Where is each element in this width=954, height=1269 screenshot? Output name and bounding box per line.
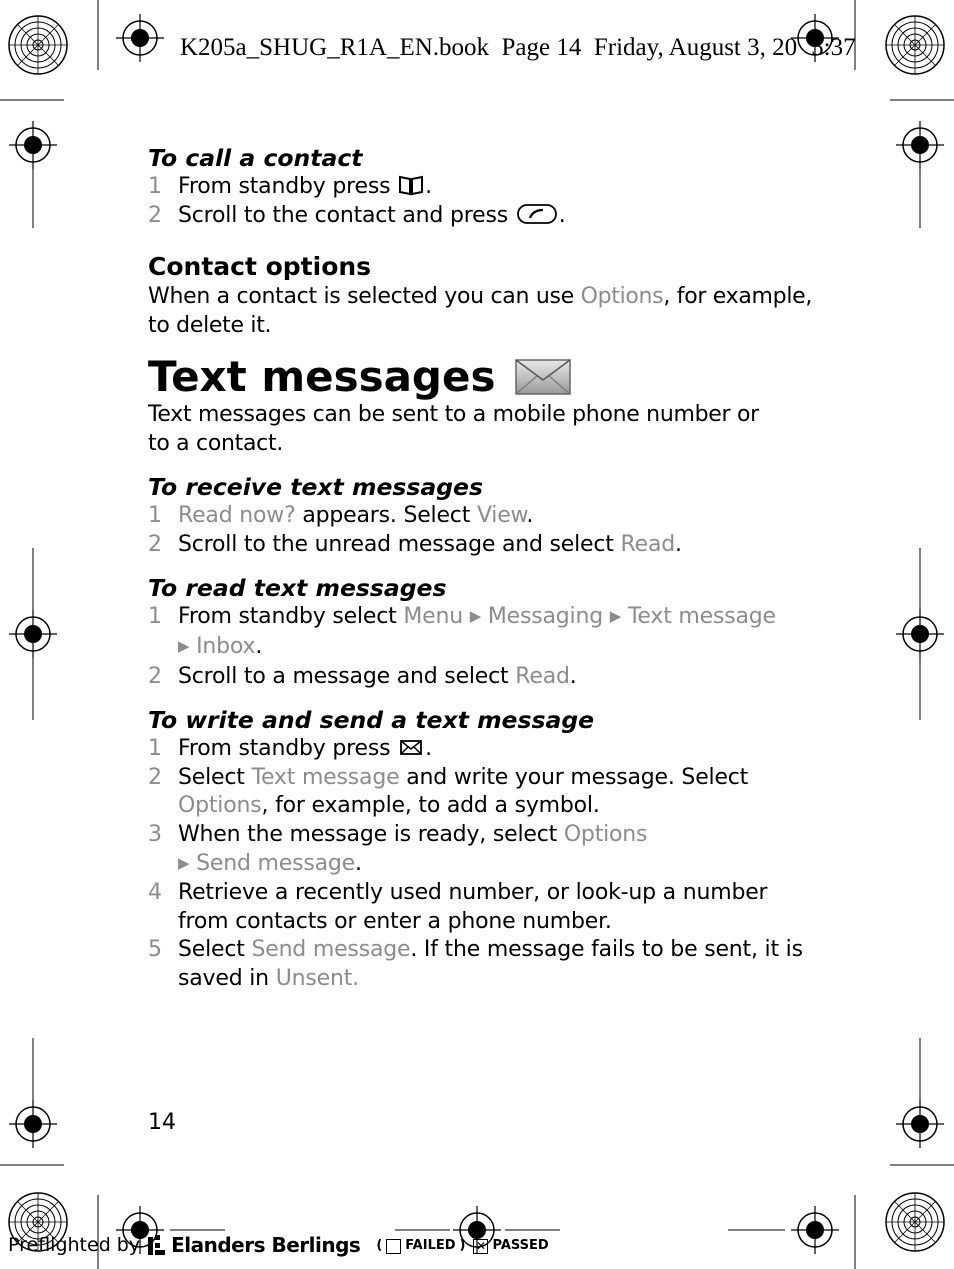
phonebook-key-icon [397, 174, 425, 196]
starburst-mark-top-left [9, 16, 67, 74]
step: 1 From standby press . [148, 736, 432, 762]
step: 2 Scroll to a message and select Read. [148, 663, 577, 689]
chapter-heading-text-messages: Text messages [148, 354, 813, 400]
preflight-footer: Preflighted by Elanders Berlings ( FAILED ) ✕ PASSED [8, 1233, 549, 1257]
slug-text: K205a_SHUG_R1A_EN.book Page 14 Friday, August 3, 20 [180, 34, 798, 61]
company-name: Elanders Berlings [171, 1233, 361, 1257]
step: 2 Scroll to the contact and press . [148, 202, 566, 228]
step: 2 Select Text message and write your message. Select Options, for example, to add a symbol. [148, 764, 749, 819]
contact-options-paragraph: When a contact is selected you can use Options, for example, to delete it. [148, 284, 813, 339]
step: 2 Scroll to the unread message and select Read. [148, 531, 682, 557]
step: 1 From standby select Menu ▶ Messaging ▶ Text message ▶ Inbox. [148, 604, 776, 659]
step: 3 When the message is ready, select Options ▶ Send message. [148, 821, 648, 876]
passed-label: PASSED [492, 1237, 549, 1253]
failed-checkbox [386, 1239, 401, 1254]
procedure-title-call-contact: To call a contact [148, 144, 363, 172]
procedure-title-read: To read text messages [148, 574, 447, 603]
page-number: 14 [148, 1110, 176, 1135]
text-messages-intro: Text messages can be sent to a mobile phone number or to a contact. [148, 402, 759, 457]
preflight-label: Preflighted by [8, 1234, 141, 1256]
procedure-title-receive: To receive text messages [148, 473, 483, 502]
print-slug-header [180, 34, 856, 62]
step: 5 Select Send message. If the message fails to be sent, it is saved in Unsent. [148, 937, 803, 991]
failed-label: FAILED [405, 1237, 456, 1253]
page-content [148, 143, 813, 994]
elanders-logo-icon [148, 1235, 166, 1255]
call-key-icon [515, 202, 559, 226]
passed-checkbox-checked: ✕ [473, 1239, 488, 1254]
message-key-icon [397, 737, 425, 757]
menu-term-options: Options [580, 284, 664, 310]
step: 1 From standby press . [148, 174, 432, 199]
step: 4 Retrieve a recently used number, or look-up a number from contacts or enter a phone number. [148, 880, 768, 934]
step: 1 Read now? appears. Select View. [148, 503, 534, 529]
envelope-icon [513, 354, 575, 400]
slug-time: 5:37 [811, 34, 856, 61]
starburst-mark-bottom-right [886, 1193, 944, 1251]
procedure-title-write-send: To write and send a text message [148, 706, 595, 735]
starburst-mark-top-right [886, 16, 944, 74]
section-heading-contact-options: Contact options [148, 252, 372, 282]
